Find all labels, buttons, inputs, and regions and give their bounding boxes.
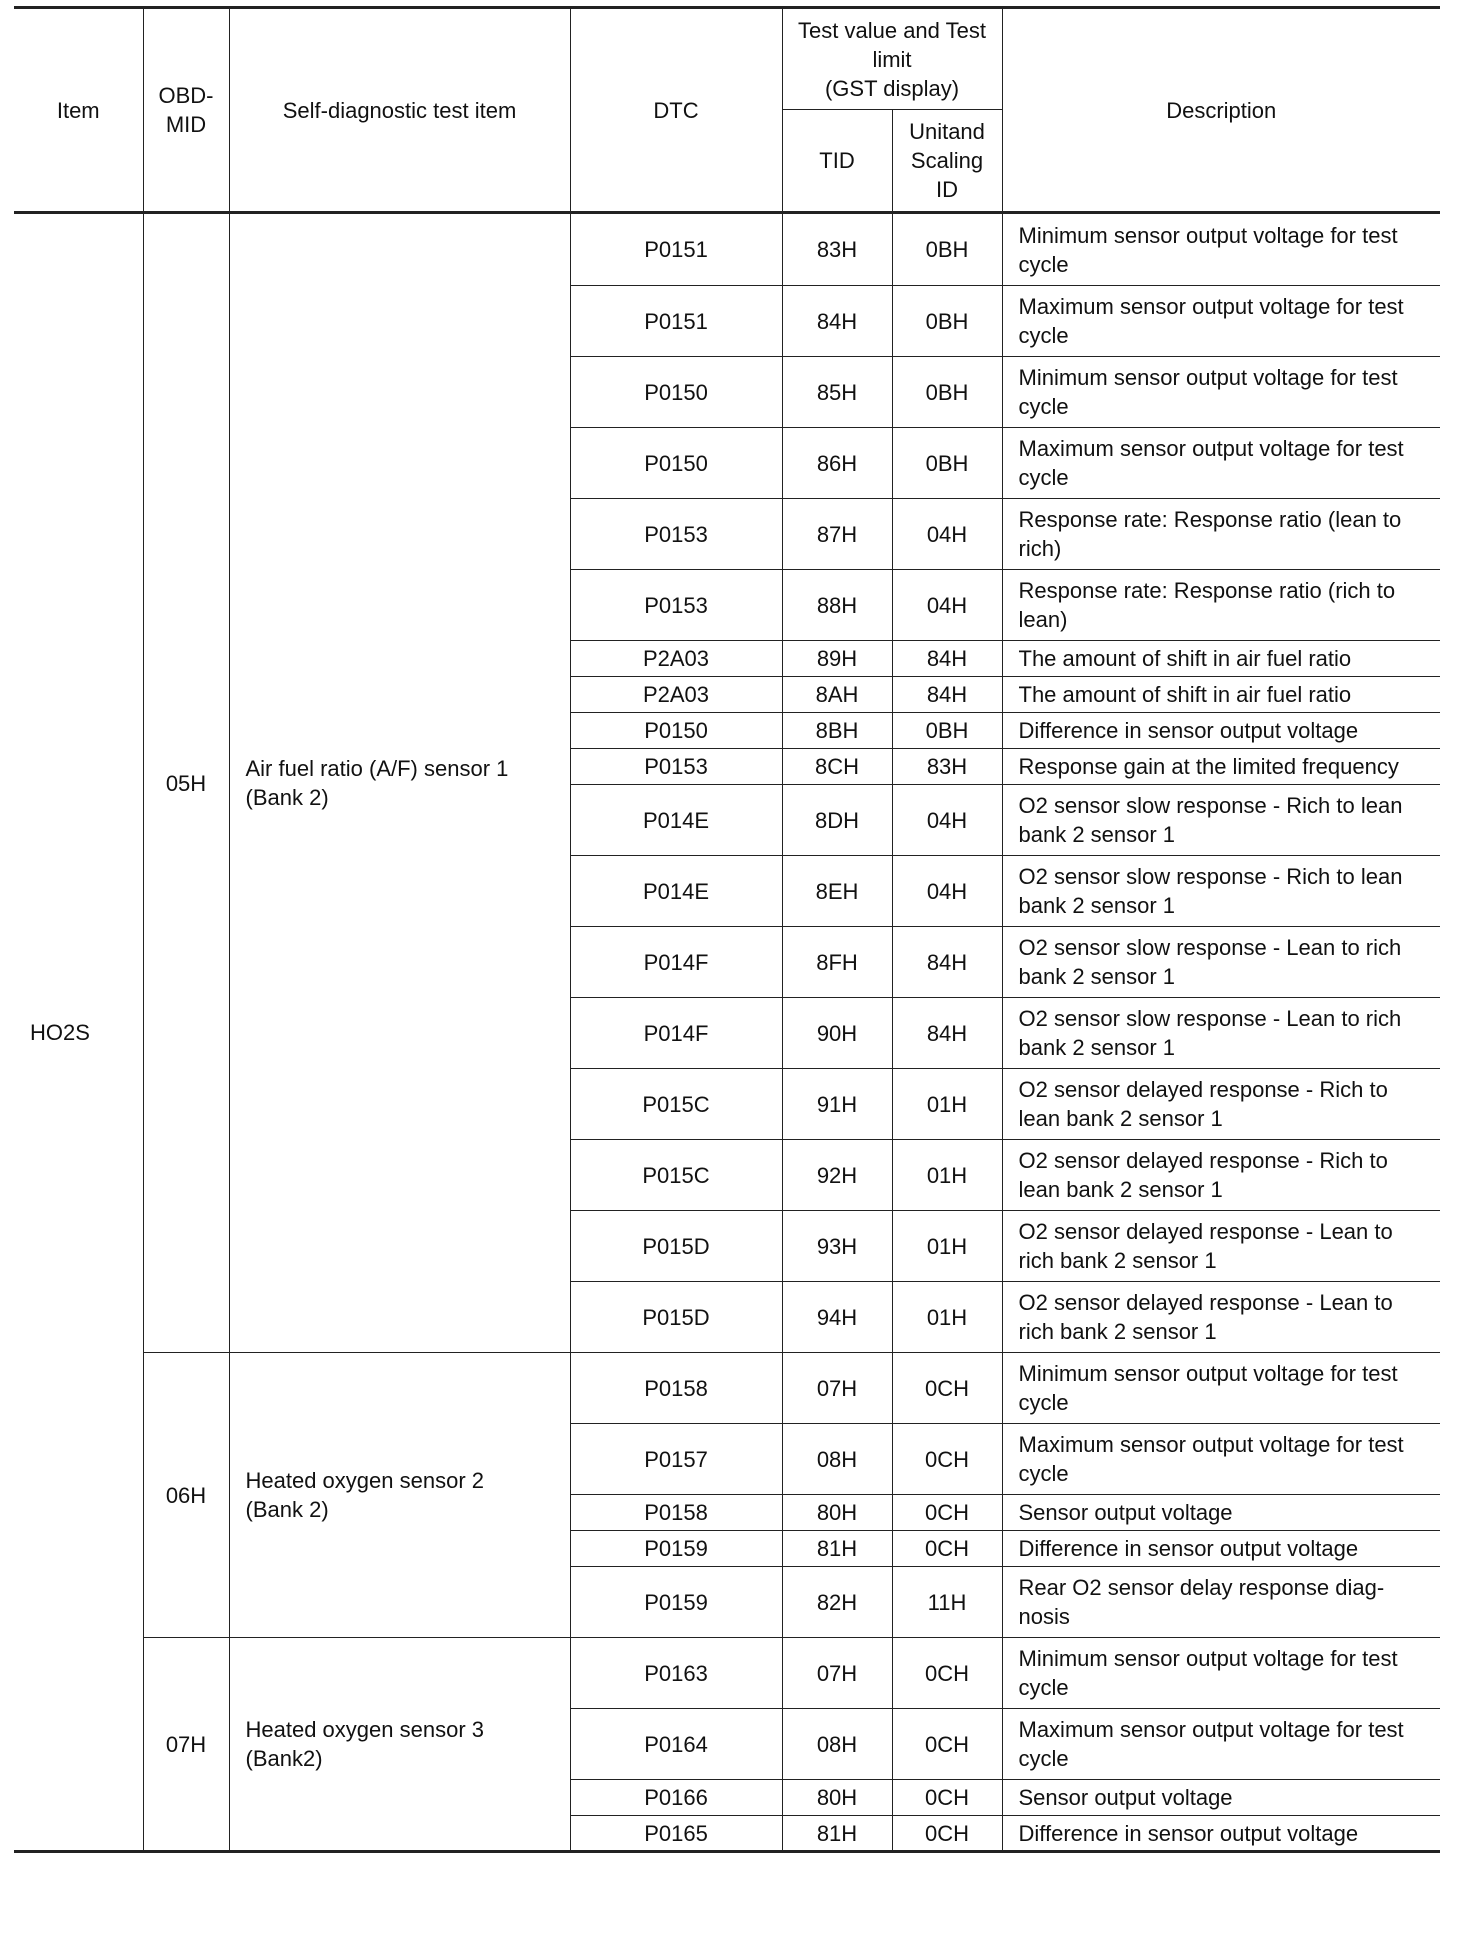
- unit-scaling-cell: 0BH: [892, 428, 1002, 499]
- dtc-cell: P0164: [570, 1709, 782, 1780]
- tid-cell: 83H: [782, 213, 892, 286]
- dtc-cell: P0158: [570, 1353, 782, 1424]
- tid-cell: 8DH: [782, 785, 892, 856]
- tid-cell: 84H: [782, 286, 892, 357]
- description-cell: Difference in sensor output voltage: [1002, 713, 1440, 749]
- description-cell: Minimum sensor output voltage for test cycle: [1002, 1638, 1440, 1709]
- dtc-cell: P0153: [570, 749, 782, 785]
- description-cell: Maximum sensor output voltage for test cycle: [1002, 1709, 1440, 1780]
- description-cell: O2 sensor slow response - Rich to lean bank 2 sensor 1: [1002, 785, 1440, 856]
- dtc-cell: P0159: [570, 1531, 782, 1567]
- tid-cell: 81H: [782, 1531, 892, 1567]
- unit-scaling-cell: 84H: [892, 677, 1002, 713]
- unit-scaling-cell: 04H: [892, 570, 1002, 641]
- tid-cell: 81H: [782, 1816, 892, 1852]
- tid-cell: 8AH: [782, 677, 892, 713]
- obd-test-table: [14, 6, 1440, 1853]
- description-cell: O2 sensor slow response - Lean to rich bank 2 sensor 1: [1002, 927, 1440, 998]
- unit-scaling-cell: 83H: [892, 749, 1002, 785]
- description-cell: Minimum sensor output voltage for test cycle: [1002, 1353, 1440, 1424]
- unit-scaling-cell: 0CH: [892, 1424, 1002, 1495]
- dtc-cell: P2A03: [570, 641, 782, 677]
- description-cell: O2 sensor slow response - Lean to rich bank 2 sensor 1: [1002, 998, 1440, 1069]
- unit-scaling-cell: 0CH: [892, 1780, 1002, 1816]
- tid-cell: 07H: [782, 1353, 892, 1424]
- unit-scaling-cell: 04H: [892, 499, 1002, 570]
- tid-cell: 90H: [782, 998, 892, 1069]
- header-tid: TID: [782, 110, 892, 213]
- unit-scaling-cell: 04H: [892, 856, 1002, 927]
- header-item: Item: [14, 8, 143, 213]
- tid-cell: 92H: [782, 1140, 892, 1211]
- description-cell: Difference in sensor output voltage: [1002, 1531, 1440, 1567]
- dtc-cell: P0150: [570, 357, 782, 428]
- description-cell: Response gain at the limited frequency: [1002, 749, 1440, 785]
- header-description: Description: [1002, 8, 1440, 213]
- header-unit-scaling: Unitand Scaling ID: [892, 110, 1002, 213]
- obd-mid-cell: 07H: [143, 1638, 229, 1852]
- dtc-cell: P0153: [570, 499, 782, 570]
- header-test-value-group: Test value and Test limit (GST display): [782, 8, 1002, 110]
- unit-scaling-cell: 84H: [892, 927, 1002, 998]
- unit-scaling-cell: 0CH: [892, 1638, 1002, 1709]
- table-row: [14, 1638, 1440, 1709]
- description-cell: Minimum sensor output voltage for test cycle: [1002, 357, 1440, 428]
- tid-cell: 8FH: [782, 927, 892, 998]
- description-cell: Response rate: Response ratio (lean to rich): [1002, 499, 1440, 570]
- dtc-cell: P0150: [570, 713, 782, 749]
- test-item-cell: Heated oxygen sensor 2 (Bank 2): [229, 1353, 570, 1638]
- description-cell: Maximum sensor output voltage for test cycle: [1002, 1424, 1440, 1495]
- description-cell: Difference in sensor output voltage: [1002, 1816, 1440, 1852]
- tid-cell: 80H: [782, 1780, 892, 1816]
- description-cell: Maximum sensor output voltage for test cycle: [1002, 428, 1440, 499]
- unit-scaling-cell: 0CH: [892, 1709, 1002, 1780]
- description-cell: Sensor output voltage: [1002, 1780, 1440, 1816]
- dtc-cell: P014F: [570, 998, 782, 1069]
- description-cell: O2 sensor slow response - Rich to lean bank 2 sensor 1: [1002, 856, 1440, 927]
- dtc-cell: P014E: [570, 856, 782, 927]
- tid-cell: 08H: [782, 1424, 892, 1495]
- dtc-cell: P0150: [570, 428, 782, 499]
- dtc-cell: P015D: [570, 1282, 782, 1353]
- description-cell: O2 sensor delayed response - Lean to rich bank 2 sensor 1: [1002, 1282, 1440, 1353]
- tid-cell: 86H: [782, 428, 892, 499]
- tid-cell: 8CH: [782, 749, 892, 785]
- test-item-cell: Heated oxygen sensor 3 (Bank2): [229, 1638, 570, 1852]
- table-body: [14, 213, 1440, 1852]
- tid-cell: 8EH: [782, 856, 892, 927]
- description-cell: O2 sensor delayed response - Rich to lean bank 2 sensor 1: [1002, 1140, 1440, 1211]
- tid-cell: 93H: [782, 1211, 892, 1282]
- unit-scaling-cell: 0BH: [892, 213, 1002, 286]
- dtc-cell: P2A03: [570, 677, 782, 713]
- dtc-cell: P0151: [570, 213, 782, 286]
- dtc-cell: P0165: [570, 1816, 782, 1852]
- tid-cell: 91H: [782, 1069, 892, 1140]
- table-header: [14, 8, 1440, 213]
- dtc-table-sheet: [14, 6, 1440, 1853]
- description-cell: The amount of shift in air fuel ratio: [1002, 641, 1440, 677]
- unit-scaling-cell: 0CH: [892, 1531, 1002, 1567]
- tid-cell: 82H: [782, 1567, 892, 1638]
- description-cell: O2 sensor delayed response - Lean to rich bank 2 sensor 1: [1002, 1211, 1440, 1282]
- dtc-cell: P0158: [570, 1495, 782, 1531]
- tid-cell: 94H: [782, 1282, 892, 1353]
- obd-mid-cell: 06H: [143, 1353, 229, 1638]
- tid-cell: 88H: [782, 570, 892, 641]
- description-cell: Minimum sensor output voltage for test cycle: [1002, 213, 1440, 286]
- tid-cell: 85H: [782, 357, 892, 428]
- dtc-cell: P0163: [570, 1638, 782, 1709]
- item-cell: HO2S: [14, 213, 143, 1852]
- description-cell: The amount of shift in air fuel ratio: [1002, 677, 1440, 713]
- unit-scaling-cell: 01H: [892, 1069, 1002, 1140]
- unit-scaling-cell: 0CH: [892, 1816, 1002, 1852]
- description-cell: Rear O2 sensor delay response diag-nosis: [1002, 1567, 1440, 1638]
- unit-scaling-cell: 0CH: [892, 1495, 1002, 1531]
- unit-scaling-cell: 0BH: [892, 286, 1002, 357]
- dtc-cell: P014F: [570, 927, 782, 998]
- table-row: [14, 213, 1440, 286]
- tid-cell: 87H: [782, 499, 892, 570]
- test-item-cell: Air fuel ratio (A/F) sensor 1 (Bank 2): [229, 213, 570, 1353]
- header-dtc: DTC: [570, 8, 782, 213]
- unit-scaling-cell: 04H: [892, 785, 1002, 856]
- dtc-cell: P0166: [570, 1780, 782, 1816]
- unit-scaling-cell: 0BH: [892, 713, 1002, 749]
- dtc-cell: P0151: [570, 286, 782, 357]
- dtc-cell: P015C: [570, 1140, 782, 1211]
- header-obd-mid: OBD- MID: [143, 8, 229, 213]
- tid-cell: 89H: [782, 641, 892, 677]
- tid-cell: 08H: [782, 1709, 892, 1780]
- description-cell: O2 sensor delayed response - Rich to lean bank 2 sensor 1: [1002, 1069, 1440, 1140]
- unit-scaling-cell: 01H: [892, 1211, 1002, 1282]
- dtc-cell: P0157: [570, 1424, 782, 1495]
- unit-scaling-cell: 01H: [892, 1282, 1002, 1353]
- dtc-cell: P015D: [570, 1211, 782, 1282]
- unit-scaling-cell: 0BH: [892, 357, 1002, 428]
- dtc-cell: P0153: [570, 570, 782, 641]
- unit-scaling-cell: 01H: [892, 1140, 1002, 1211]
- tid-cell: 80H: [782, 1495, 892, 1531]
- description-cell: Sensor output voltage: [1002, 1495, 1440, 1531]
- obd-mid-cell: 05H: [143, 213, 229, 1353]
- header-test-item: Self-diagnostic test item: [229, 8, 570, 213]
- description-cell: Response rate: Response ratio (rich to lean): [1002, 570, 1440, 641]
- tid-cell: 8BH: [782, 713, 892, 749]
- tid-cell: 07H: [782, 1638, 892, 1709]
- dtc-cell: P0159: [570, 1567, 782, 1638]
- unit-scaling-cell: 84H: [892, 998, 1002, 1069]
- table-row: [14, 1353, 1440, 1424]
- unit-scaling-cell: 0CH: [892, 1353, 1002, 1424]
- unit-scaling-cell: 11H: [892, 1567, 1002, 1638]
- dtc-cell: P014E: [570, 785, 782, 856]
- unit-scaling-cell: 84H: [892, 641, 1002, 677]
- description-cell: Maximum sensor output voltage for test cycle: [1002, 286, 1440, 357]
- dtc-cell: P015C: [570, 1069, 782, 1140]
